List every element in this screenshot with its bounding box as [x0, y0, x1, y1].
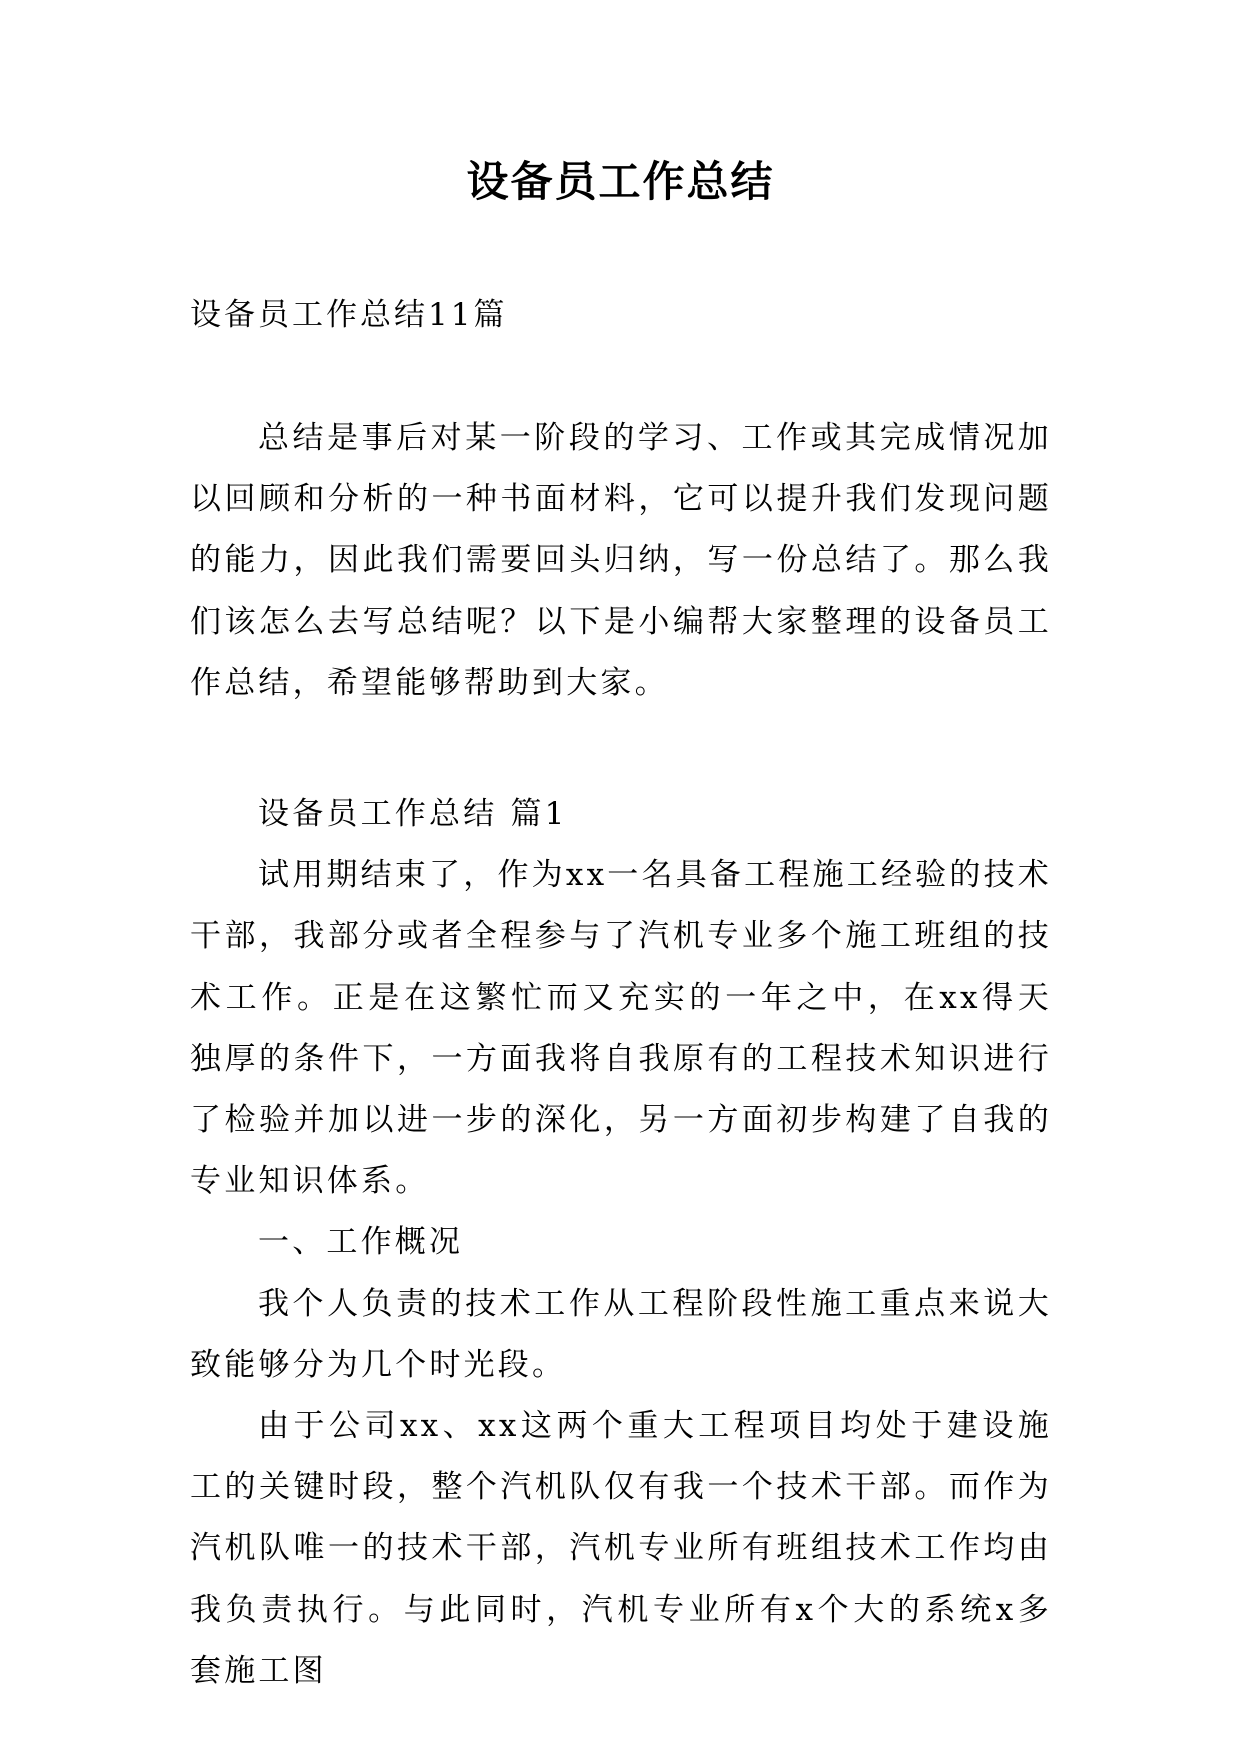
section-heading-work-overview: 一、工作概况: [258, 1224, 464, 1261]
document-body: [190, 408, 1052, 1702]
body-paragraph: 我个人负责的技术工作从工程阶段性施工重点来说大致能够分为几个时光段。: [190, 1285, 1052, 1383]
body-paragraph: 试用期结束了，作为xx一名具备工程施工经验的技术干部，我部分或者全程参与了汽机专业多个施工班组的技术工作。正是在这繁忙而又充实的一年之中，在xx得天独厚的条件下，一方面我将自我原有的工程技术知识进行了检验并加以进一步的深化，另一方面初步构建了自我的专业知识体系。: [190, 857, 1052, 1200]
document-subtitle: 设备员工作总结11篇: [190, 297, 508, 333]
intro-paragraph: 总结是事后对某一阶段的学习、工作或其完成情况加以回顾和分析的一种书面材料，它可以提升我们发现问题的能力，因此我们需要回头归纳，写一份总结了。那么我们该怎么去写总结呢？以下是小编帮大家整理的设备员工作总结，希望能够帮助到大家。: [190, 420, 1052, 701]
section-heading-part-1: 设备员工作总结 篇1: [258, 796, 568, 833]
document-title: 设备员工作总结: [466, 157, 775, 206]
body-paragraph: 由于公司xx、xx这两个重大工程项目均处于建设施工的关键时段，整个汽机队仅有我一个技术干部。而作为汽机队唯一的技术干部，汽机专业所有班组技术工作均由我负责执行。与此同时，汽机专业所有x个大的系统x多套施工图: [190, 1408, 1052, 1689]
